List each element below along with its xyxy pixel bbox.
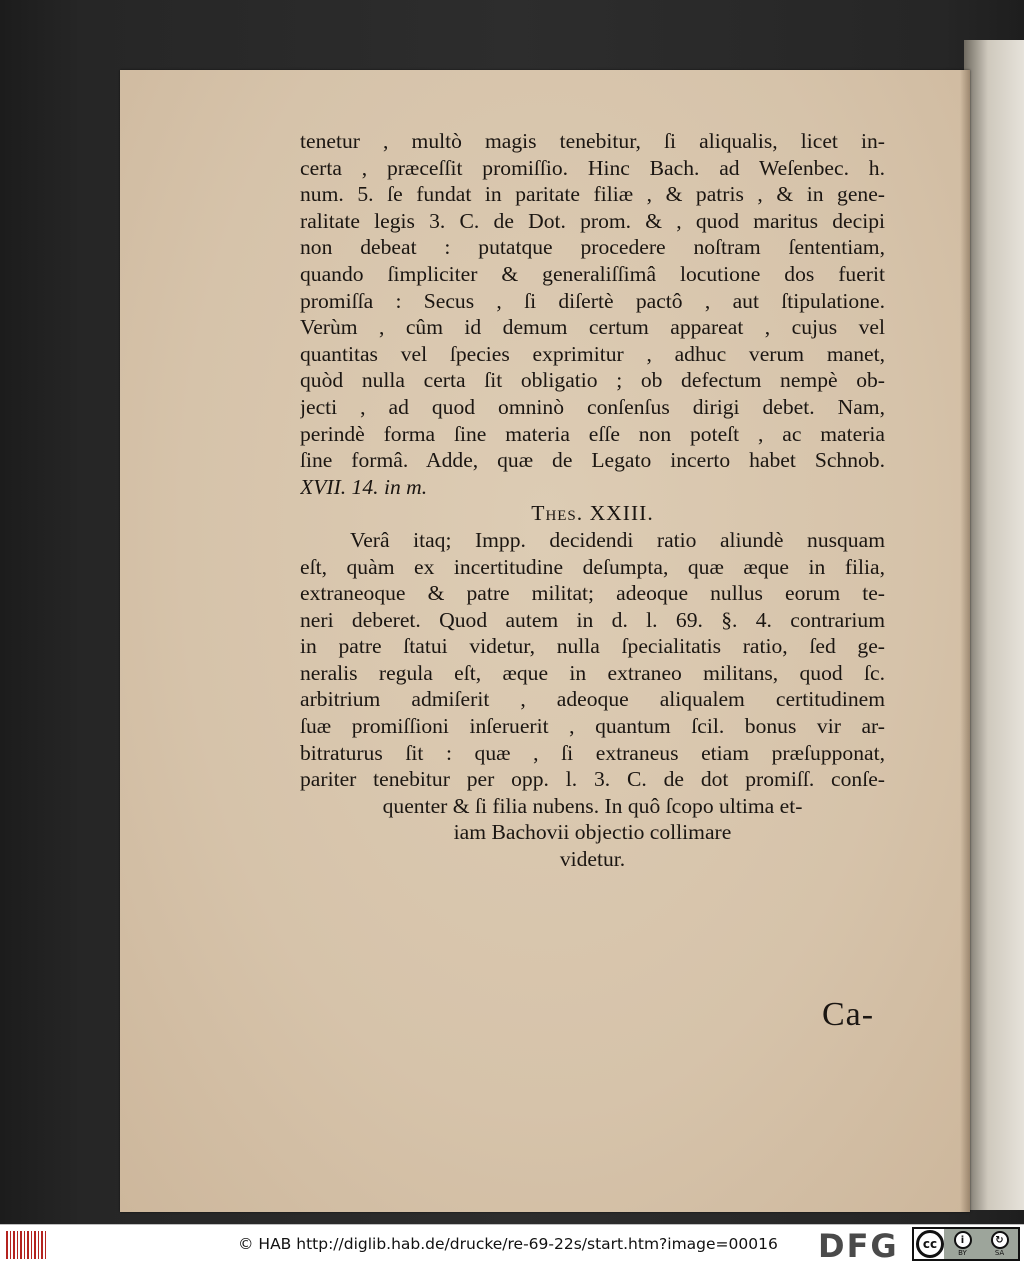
text-line: jecti , ad quod omninò conſenſus dirigi debet. Nam, bbox=[300, 394, 885, 419]
cc-icon: cc bbox=[916, 1230, 944, 1258]
text-line: eſt, quàm ex incertitudine deſumpta, quæ æque in filia, bbox=[300, 554, 885, 579]
next-page-edge bbox=[964, 40, 1024, 1210]
text-line: non debeat : putatque procedere noſtram ſententiam, bbox=[300, 235, 885, 260]
cc-conditions bbox=[944, 1229, 1018, 1259]
text-line: perindè forma ſine materia eſſe non poteſt , ac materia bbox=[300, 421, 885, 446]
hab-logo-icon[interactable] bbox=[6, 1231, 46, 1259]
sa-icon: ↻ SA bbox=[991, 1231, 1009, 1257]
text-line: iam Bachovii objectio collimare bbox=[453, 820, 732, 845]
text-line: quenter & ſi filia nubens. In quô ſcopo ultima et- bbox=[382, 793, 803, 818]
text-line: in patre ſtatui videtur, nulla ſpecialitatis ratio, ſed ge- bbox=[300, 634, 885, 659]
cc-license-badge[interactable] bbox=[912, 1227, 1020, 1261]
text-line: Verùm , cûm id demum certum appareat , cujus vel bbox=[300, 315, 885, 340]
text-line: pariter tenebitur per opp. l. 3. C. de dot promiſſ. conſe- bbox=[300, 767, 885, 792]
text-line: quòd nulla certa ſit obligatio ; ob defectum nempè ob- bbox=[300, 368, 885, 393]
text-line: quantitas vel ſpecies exprimitur , adhuc verum manet, bbox=[300, 341, 885, 366]
text-line: neralis regula eſt, æque in extraneo militans, quod ſc. bbox=[300, 660, 885, 685]
sa-label: SA bbox=[994, 1249, 1005, 1257]
text-line: arbitrium admiſerit , adeoque aliqualem certitudinem bbox=[300, 687, 885, 712]
text-line: tenetur , multò magis tenebitur, ſi aliqualis, licet in- bbox=[300, 129, 885, 153]
source-link[interactable]: © HAB http://diglib.hab.de/drucke/re-69-22s/start.htm?image=00016 bbox=[238, 1235, 778, 1253]
page-text bbox=[300, 128, 885, 873]
text-line: bitraturus ſit : quæ , ſi extraneus etiam præſupponat, bbox=[300, 740, 885, 765]
text-line: extraneoque & patre militat; adeoque nullus eorum te- bbox=[300, 581, 885, 606]
text-line: promiſſa : Secus , ſi diſertè pactô , aut ſtipulatione. bbox=[300, 288, 885, 313]
text-line: videtur. bbox=[559, 847, 626, 872]
text-line: Verâ itaq; Impp. decidendi ratio aliundè nusquam bbox=[350, 527, 885, 552]
text-line: XVII. 14. in m. bbox=[300, 474, 428, 499]
text-line: neri deberet. Quod autem in d. l. 69. §. 4. contrarium bbox=[300, 607, 885, 632]
by-label: BY bbox=[958, 1249, 967, 1257]
text-line: ſine formâ. Adde, quæ de Legato incerto habet Schnob. bbox=[300, 448, 885, 473]
viewer-footer bbox=[0, 1224, 1024, 1265]
text-line: quando ſimpliciter & generaliſſimâ locutione dos fuerit bbox=[300, 261, 885, 286]
by-icon: i BY bbox=[954, 1231, 972, 1257]
section-heading: Thes. XXIII. bbox=[531, 501, 654, 526]
text-line: certa , præceſſit promiſſio. Hinc Bach. ad Weſenbec. h. bbox=[300, 155, 885, 180]
dfg-logo[interactable]: DFG bbox=[818, 1227, 899, 1265]
catchword: Ca- bbox=[822, 996, 875, 1033]
text-line: num. 5. ſe fundat in paritate filiæ , & patris , & in gene- bbox=[300, 182, 885, 207]
text-line: ſuæ promiſſioni inſeruerit , quantum ſcil. bonus vir ar- bbox=[300, 714, 885, 739]
text-line: ralitate legis 3. C. de Dot. prom. & , quod maritus decipi bbox=[300, 208, 885, 233]
